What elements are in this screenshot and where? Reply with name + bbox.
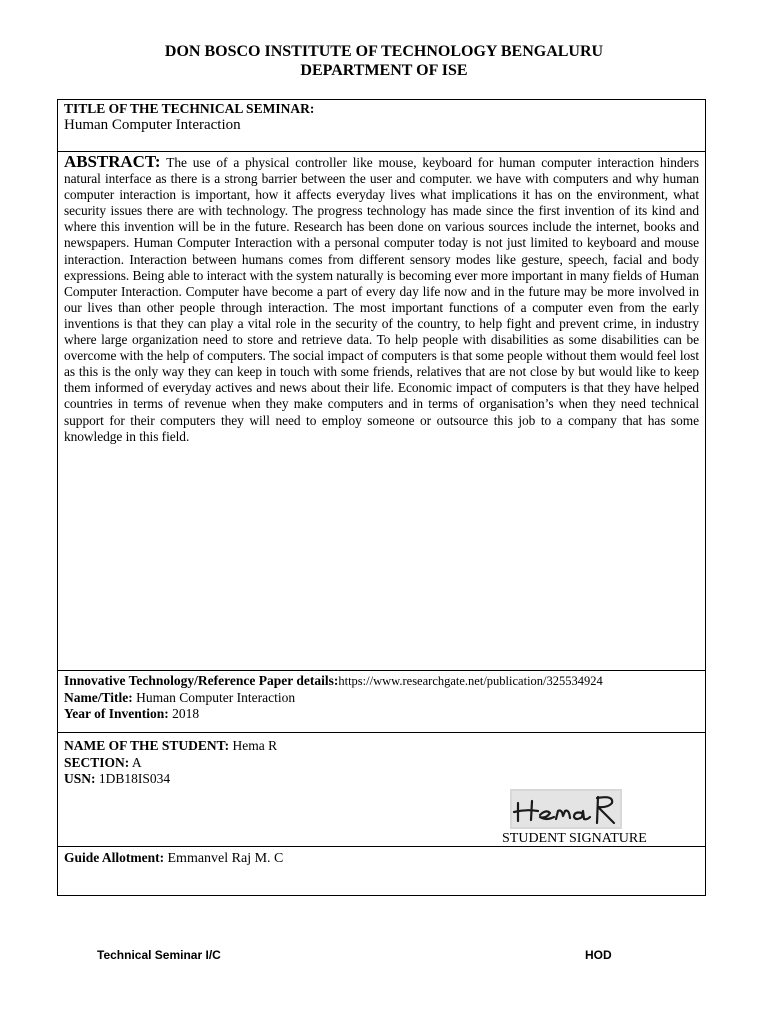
reference-title-label: Name/Title: <box>64 689 133 705</box>
guide-section <box>58 846 705 896</box>
department-name: DEPARTMENT OF ISE <box>300 62 468 79</box>
student-signature-image <box>510 789 622 829</box>
reference-details-label: Innovative Technology/Reference Paper details: <box>64 673 339 688</box>
student-name-label: NAME OF THE STUDENT: <box>64 738 230 753</box>
abstract-text: The use of a physical controller like mouse, keyboard for human computer interaction hinders natural interface as there is a strong barrier between the user and computer. we have with computers and why human computer interaction is important, how it affects everyday lives what implications it has on the environment, what security issues there are with technology. The progress technology has made since the first invention of its kind and where this invention will be in the future. Research has been done on various sources include the internet, books and newspapers. Human Computer Interaction with a personal computer today is not just limited to keyboard and mouse interaction. Interaction between humans comes from different sensory modes like gesture, speech, facial and body expressions. Being able to interact with the system naturally is becoming ever more important in many fields of Human Computer Interaction. Computer have become a part of every day life now and in the future may be more involved in our lives than other people through interaction. The most important functions of a computer even from the early inventions is that they can play a vital role in the security of the country, to help fight and prevent crime, in industry where large organization need to store and retrieve data. To help people with disabilities as some disabilities can be overcome with the help of computers. The social impact of computers is that some people without them would feel lost as this is the only way they can keep in touch with some friends, relatives that are not close by but would like to keep them informed of everyday actives and news about their life. Economic impact of computers is that they have helped countries in terms of revenue when they make computers and in terms of organisation’s when they need technical support for their computers they will need to employ someone or outsource this job to a company that has some knowledge in this field. <box>64 155 699 444</box>
reference-section <box>58 670 705 732</box>
seminar-form <box>57 99 706 896</box>
reference-year-label: Year of Invention: <box>64 706 169 721</box>
reference-year-row <box>64 706 699 723</box>
student-usn-row <box>64 771 699 788</box>
footer-seminar-incharge: Technical Seminar I/C <box>97 948 221 962</box>
seminar-title-section <box>58 100 705 151</box>
guide-value: Emmanvel Raj M. C <box>167 851 284 866</box>
student-name-value: Hema R <box>232 738 278 753</box>
guide-label: Guide Allotment: <box>64 850 165 865</box>
student-usn-label: USN: <box>64 771 96 786</box>
student-section-row <box>64 755 699 772</box>
signature-caption: STUDENT SIGNATURE <box>502 831 647 846</box>
student-name-row <box>64 738 699 755</box>
reference-details-row <box>64 673 699 690</box>
student-section <box>58 732 705 846</box>
student-section-value: A <box>131 754 142 770</box>
abstract-section <box>58 151 705 670</box>
seminar-title-label: TITLE OF THE TECHNICAL SEMINAR: <box>64 101 315 116</box>
student-section-label: SECTION: <box>64 754 130 770</box>
document-header <box>0 42 768 80</box>
reference-title-row <box>64 690 699 707</box>
abstract-paragraph <box>64 154 699 445</box>
reference-url: https://www.researchgate.net/publication/325534924 <box>338 674 603 688</box>
footer-hod: HOD <box>585 948 612 962</box>
seminar-title-value: Human Computer Interaction <box>64 117 241 133</box>
abstract-label: ABSTRACT: <box>64 152 161 171</box>
reference-year-value: 2018 <box>172 706 200 721</box>
institute-name: DON BOSCO INSTITUTE OF TECHNOLOGY BENGALURU <box>164 43 604 60</box>
student-usn-value: 1DB18IS034 <box>98 771 171 786</box>
reference-title-value: Human Computer Interaction <box>136 689 296 705</box>
